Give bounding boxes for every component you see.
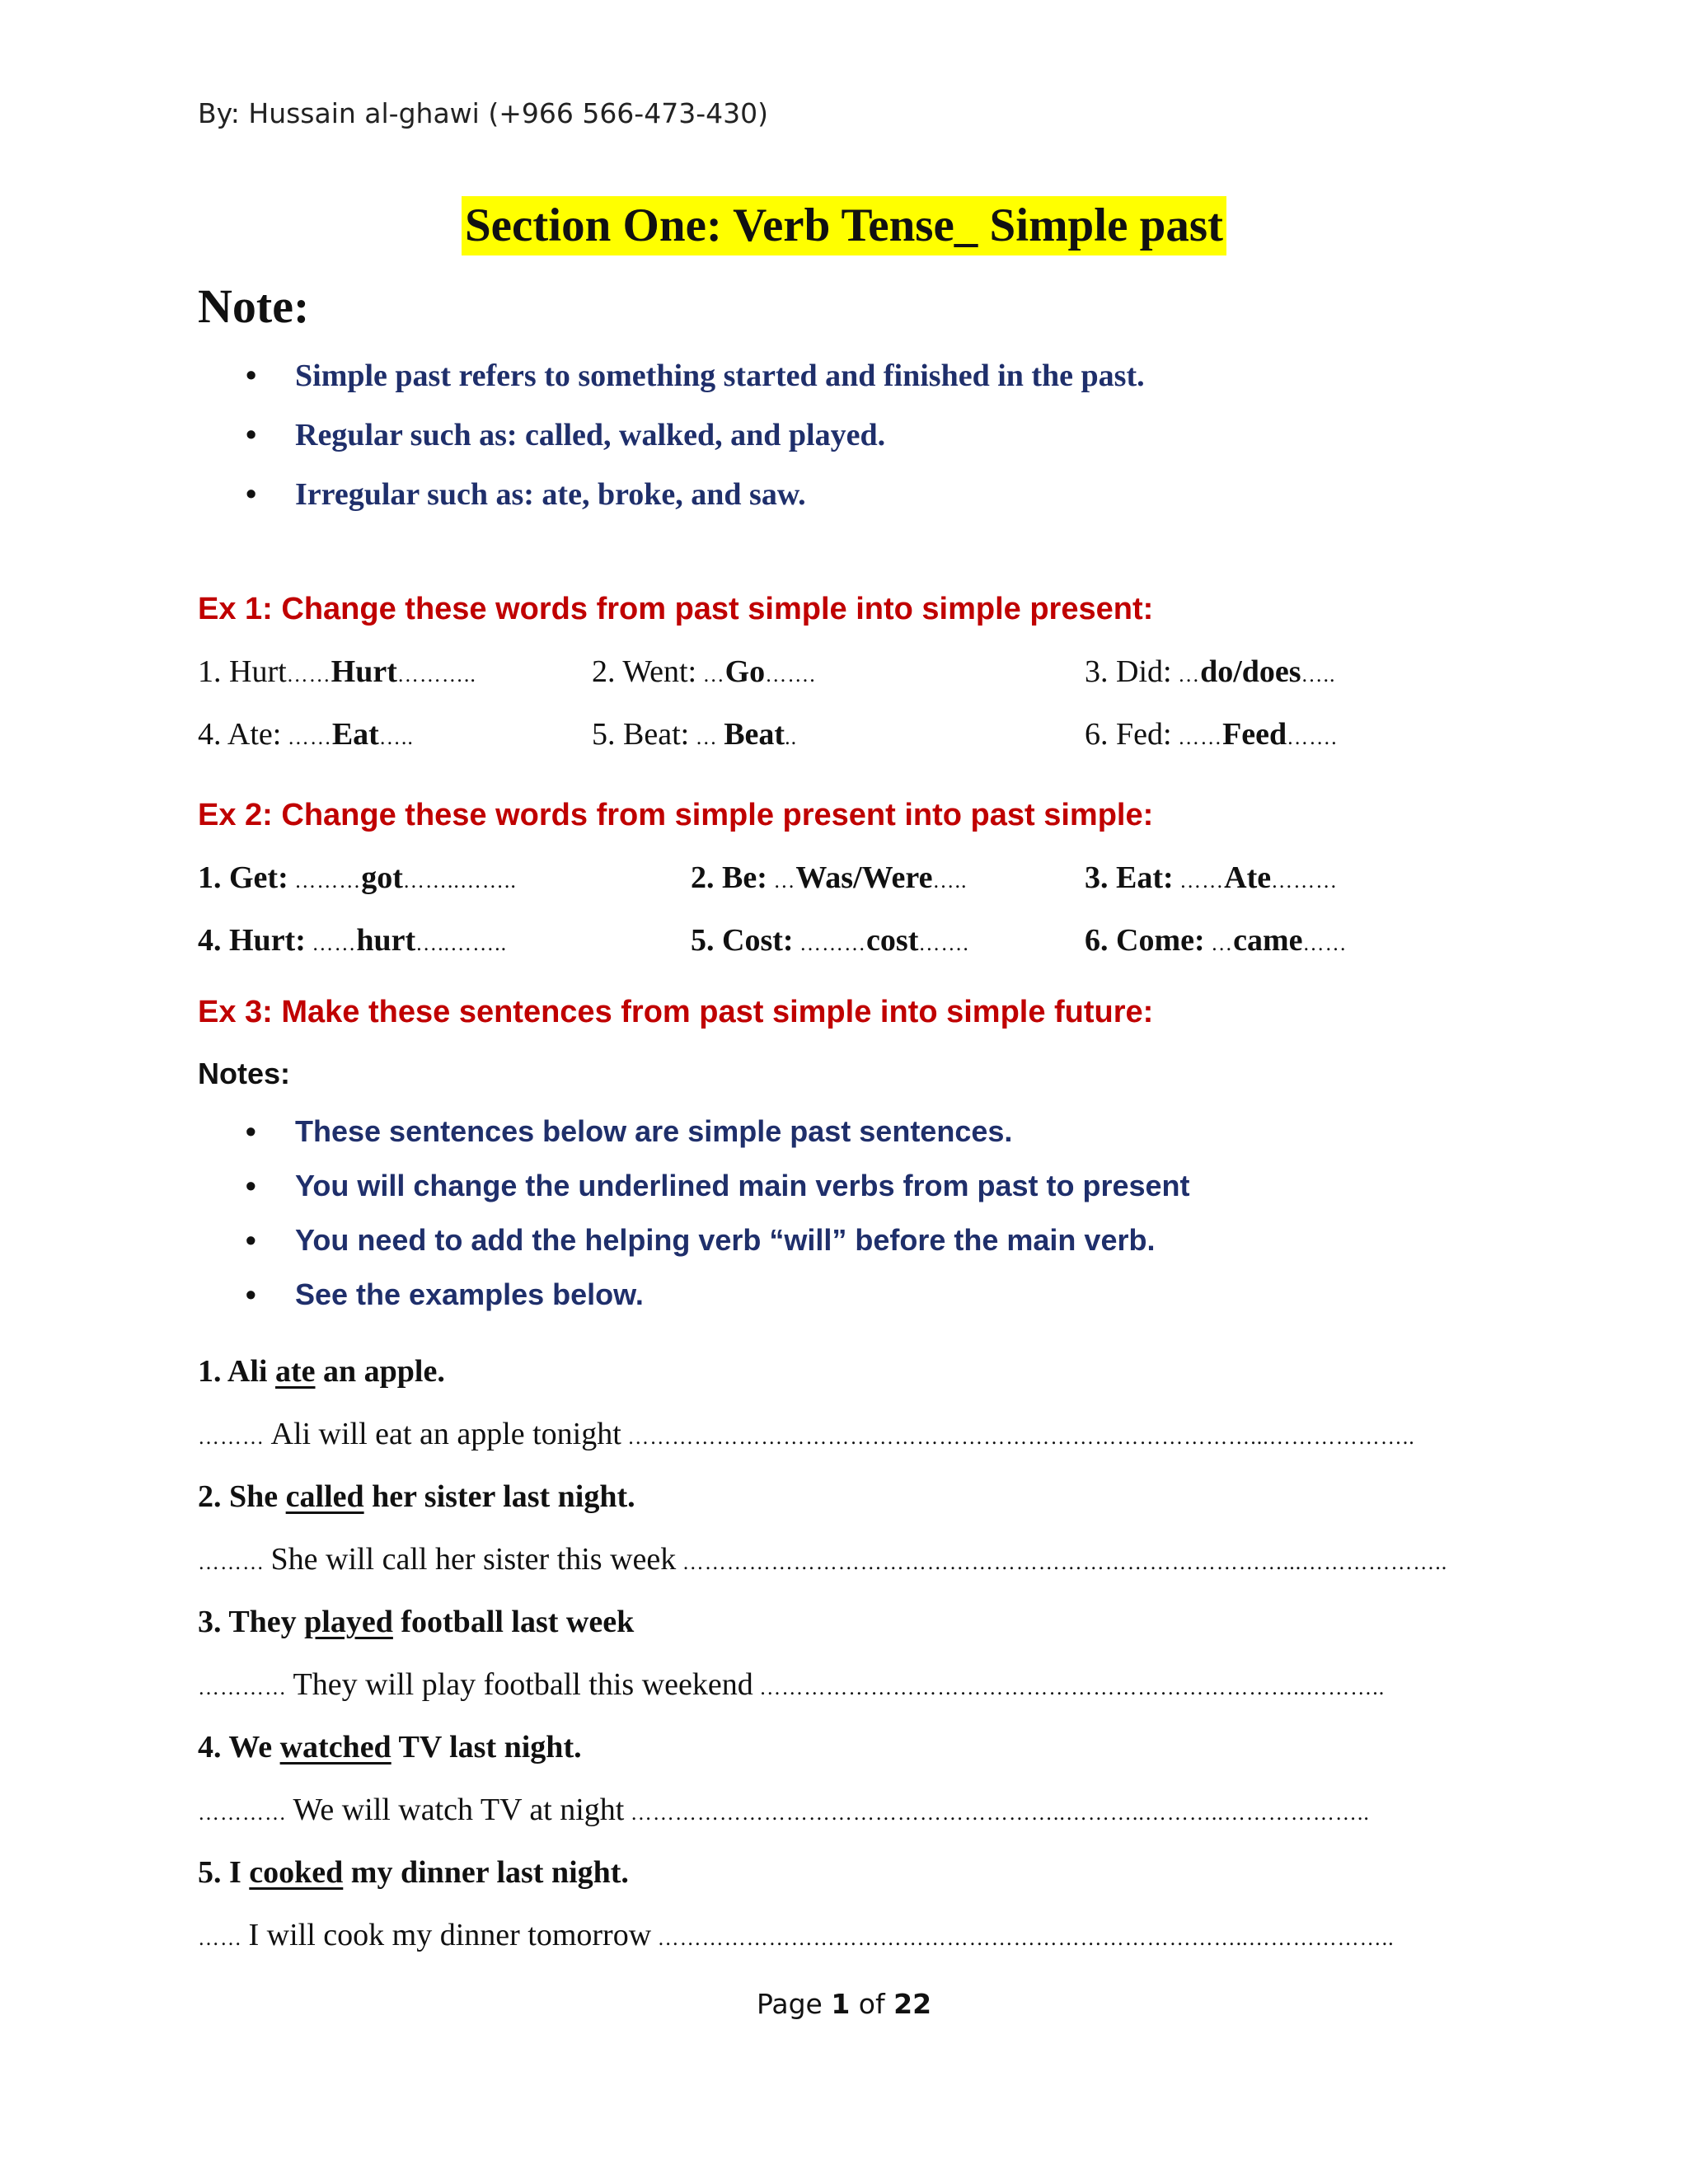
- note-item: • Irregular such as: ate, broke, and saw.: [198, 471, 1599, 531]
- ex1-item: 3. Did: …do/does…..: [1085, 654, 1336, 689]
- sentence-answer: …… I will cook my dinner tomorrow ……………………………………………………………………..………………..: [198, 1918, 1395, 1952]
- ex2-item: 4. Hurt: ……hurt…..……..: [198, 923, 508, 958]
- page-number: 1: [831, 1988, 851, 2020]
- ex1-answer: Eat: [331, 717, 379, 752]
- ex1-row: [198, 716, 1599, 766]
- ex2-answer: cost: [866, 923, 919, 958]
- sentence-answer: ……… Ali will eat an apple tonight …………………………………………………………………………...………………..: [198, 1417, 1415, 1451]
- ex3-note-item: • You will change the underlined main verbs from past to present: [198, 1165, 1599, 1220]
- note-heading: Note:: [198, 279, 310, 333]
- ex2-item: 3. Eat: ……Ate………: [1085, 860, 1339, 895]
- ex3-note-item: • You need to add the helping verb “will” before the main verb.: [198, 1220, 1599, 1274]
- note-list: [198, 353, 1599, 531]
- ex1-item: 2. Went: …Go…….: [592, 654, 816, 689]
- ex3-notes-list: [198, 1111, 1599, 1329]
- ex2-answer: got: [361, 860, 403, 895]
- ex2-item: 5. Cost: ………cost…….: [691, 923, 969, 958]
- ex1-row: [198, 654, 1599, 703]
- ex2-heading: Ex 2: Change these words from simple present into past simple:: [198, 798, 1154, 832]
- ex2-item: 6. Come: …came……: [1085, 923, 1348, 958]
- note-item: • Simple past refers to something started and finished in the past.: [198, 353, 1599, 412]
- ex1-answer: Feed: [1222, 717, 1287, 752]
- sentence-prompt: 4. We watched TV last night.: [198, 1730, 582, 1765]
- sentence-prompt: 3. They played football last week: [198, 1605, 635, 1639]
- ex3-heading: Ex 3: Make these sentences from past simple into simple future:: [198, 995, 1154, 1029]
- underlined-verb: called: [285, 1479, 364, 1514]
- ex1-item: 6. Fed: ……Feed…….: [1085, 717, 1338, 752]
- ex3-note-item: • See the examples below.: [198, 1274, 1599, 1329]
- sentence-answer: ……… She will call her sister this week ………………………………………………………………………...………………..: [198, 1542, 1448, 1577]
- ex1-answer: Hurt: [331, 654, 397, 689]
- ex2-item: 1. Get: ………got……..……..: [198, 860, 517, 895]
- ex3-notes-heading: Notes:: [198, 1057, 291, 1090]
- sentence-prompt: 1. Ali ate an apple.: [198, 1354, 445, 1389]
- sentence-prompt: 2. She called her sister last night.: [198, 1479, 635, 1514]
- ex1-answer: Beat: [724, 717, 785, 752]
- ex2-answer: hurt: [356, 923, 416, 958]
- page-total: 22: [893, 1988, 932, 2020]
- ex2-row: [198, 860, 1599, 909]
- underlined-verb: ate: [274, 1354, 316, 1389]
- ex2-row: [198, 922, 1599, 972]
- ex1-answer: Go: [724, 654, 766, 689]
- ex2-answer: Was/Were: [795, 860, 933, 895]
- sentence-prompt: 5. I cooked my dinner last night.: [198, 1855, 629, 1890]
- ex3-note-item: • These sentences below are simple past sentences.: [198, 1111, 1599, 1165]
- ex1-item: 5. Beat: … Beat..: [592, 717, 798, 752]
- section-title: Section One: Verb Tense_ Simple past: [462, 196, 1226, 255]
- ex1-answer: do/does: [1200, 654, 1301, 689]
- underlined-verb: cooked: [249, 1855, 344, 1890]
- ex1-item: 1. Hurt……Hurt………..: [198, 654, 476, 689]
- note-item: • Regular such as: called, walked, and played.: [198, 412, 1599, 471]
- ex1-heading: Ex 1: Change these words from past simple into simple present:: [198, 592, 1154, 626]
- ex2-answer: Ate: [1224, 860, 1272, 895]
- title-wrap: [0, 196, 1688, 255]
- ex1-item: 4. Ate: ……Eat…..: [198, 717, 414, 752]
- underlined-verb: played: [304, 1605, 393, 1639]
- sentence-answer: ………… We will watch TV at night …………………………………………………..………..………..………………..: [198, 1793, 1370, 1827]
- ex2-answer: came: [1233, 923, 1303, 958]
- ex2-item: 2. Be: …Was/Were…..: [691, 860, 968, 895]
- page-footer: Page 1 of 22: [756, 1988, 932, 2020]
- byline: By: Hussain al-ghawi (+966 566-473-430): [198, 97, 768, 129]
- underlined-verb: watched: [279, 1730, 392, 1765]
- sentence-answer: ………… They will play football this weekend ………………………………………………………………..………..: [198, 1667, 1386, 1702]
